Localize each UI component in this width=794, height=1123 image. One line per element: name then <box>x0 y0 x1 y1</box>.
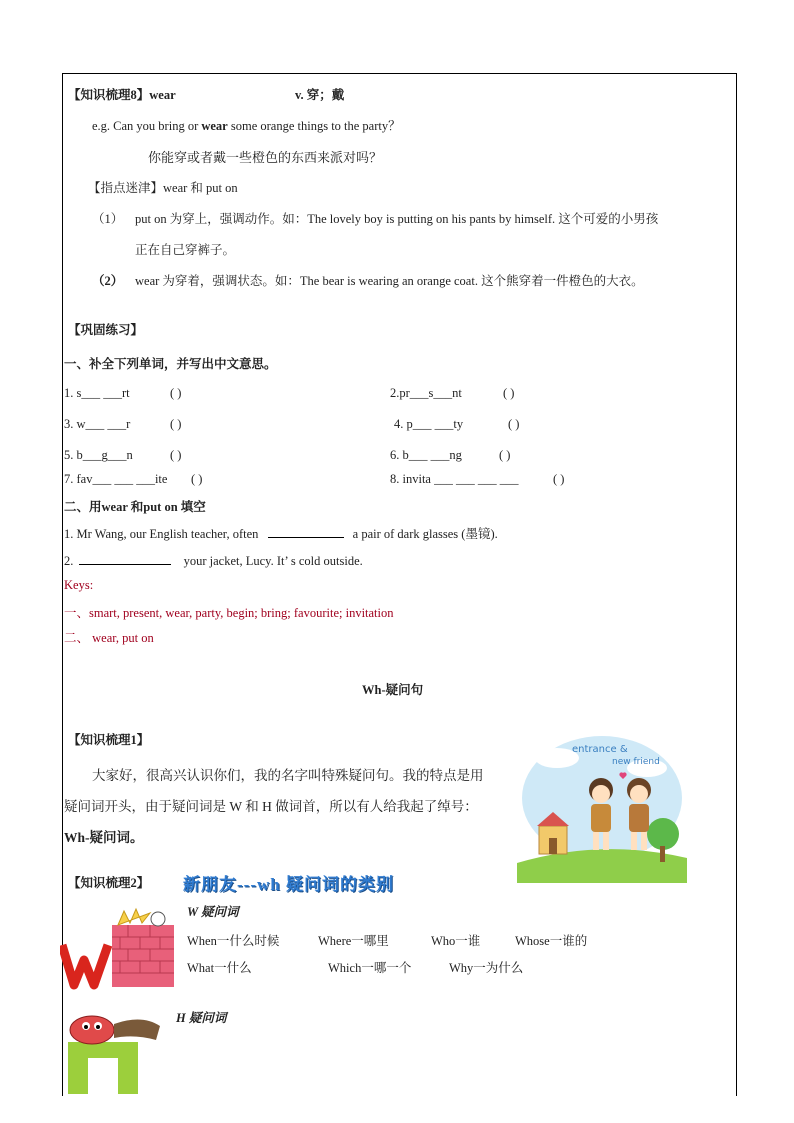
item-paren-2: ( ) <box>503 386 515 400</box>
w-word-who: Who一谁 <box>431 934 481 948</box>
h-label: H 疑问词 <box>176 1011 227 1025</box>
wh-s1-line1: 大家好，很高兴认识你们，我的名字叫特殊疑问句。我的特点是用 <box>92 768 484 783</box>
item-paren-4: ( ) <box>508 417 520 431</box>
w-word-why: Why一为什么 <box>449 961 524 975</box>
w-word-which: Which一哪一个 <box>328 961 412 975</box>
item-word-6: 6. b___ ___ng <box>390 448 462 462</box>
section8-heading: 【知识梳理8】wear <box>68 88 176 102</box>
item-paren-1: ( ) <box>170 386 182 400</box>
point1-number: （1） <box>92 212 124 226</box>
w-word-what: What一什么 <box>187 961 252 975</box>
blank-1[interactable] <box>268 525 344 538</box>
tip-heading: 【指点迷津】wear 和 put on <box>88 181 238 195</box>
item-word-3: 3. w___ ___r <box>64 417 131 431</box>
w-word-when: When一什么时候 <box>187 934 280 948</box>
item-paren-8: ( ) <box>553 472 565 486</box>
wh-s1-line3: Wh-疑问词。 <box>64 830 144 845</box>
part2-title: 二、用wear 和put on 填空 <box>64 500 206 514</box>
wh-s1-heading: 【知识梳理1】 <box>68 733 150 747</box>
item-word-8: 8. invita ___ ___ ___ ___ <box>390 472 519 486</box>
item-word-4: 4. p___ ___ty <box>394 417 464 431</box>
item-word-2: 2.pr___s___nt <box>390 386 462 400</box>
fill-sentence-1: 1. Mr Wang, our English teacher, often a pair of dark glasses (墨镜). <box>64 527 498 541</box>
item-paren-6: ( ) <box>499 448 511 462</box>
point1-line1: put on 为穿上，强调动作。如：The lovely boy is putting on his pants by himself. 这个可爱的小男孩 <box>135 212 659 226</box>
keys-answer-1: 一、smart, present, wear, party, begin; bring; favourite; invitation <box>64 606 394 620</box>
point2-number: （2） <box>92 274 124 288</box>
entrance-illustration <box>517 728 687 883</box>
part1-title: 一、补全下列单词，并写出中文意思。 <box>64 357 277 371</box>
item-word-7: 7. fav___ ___ ___ite <box>64 472 168 486</box>
wh-s1-line2: 疑问词开头，由于疑问词是 W 和 H 做词首，所以有人给我起了绰号： <box>64 799 478 814</box>
point2-text: wear 为穿着，强调状态。如：The bear is wearing an orange coat. 这个熊穿着一件橙色的大衣。 <box>135 274 644 288</box>
item-paren-7: ( ) <box>191 472 203 486</box>
w-word-whose: Whose一谁的 <box>515 934 588 948</box>
caption-line2: new friend <box>612 757 660 767</box>
wh-s2-title: 新朋友---wh 疑问词的类别 <box>183 875 394 894</box>
w-label: W 疑问词 <box>187 905 239 919</box>
w-word-where: Where一哪里 <box>318 934 389 948</box>
keys-answer-2: 二、 wear, put on <box>64 631 154 645</box>
wh-s2-heading: 【知识梳理2】 <box>68 876 150 890</box>
practice-heading: 【巩固练习】 <box>68 323 144 337</box>
section8-pos: v. 穿；戴 <box>295 88 345 102</box>
item-word-5: 5. b___g___n <box>64 448 133 462</box>
h-letter-illustration <box>64 1002 164 1094</box>
point1-line2: 正在自己穿裤子。 <box>135 243 236 257</box>
item-paren-3: ( ) <box>170 417 182 431</box>
wh-title: Wh-疑问句 <box>362 683 424 697</box>
example-sentence: e.g. Can you bring or wear some orange things to the party？ <box>92 119 401 133</box>
item-paren-5: ( ) <box>170 448 182 462</box>
blank-2[interactable] <box>79 552 171 565</box>
keys-label: Keys: <box>64 578 94 592</box>
w-letter-illustration <box>60 905 180 990</box>
item-word-1: 1. s___ ___rt <box>64 386 130 400</box>
fill-sentence-2: 2. your jacket, Lucy. It’ s cold outside. <box>64 554 363 568</box>
example-translation: 你能穿或者戴一些橙色的东西来派对吗？ <box>148 150 383 165</box>
caption-line1: entrance & <box>572 744 628 755</box>
